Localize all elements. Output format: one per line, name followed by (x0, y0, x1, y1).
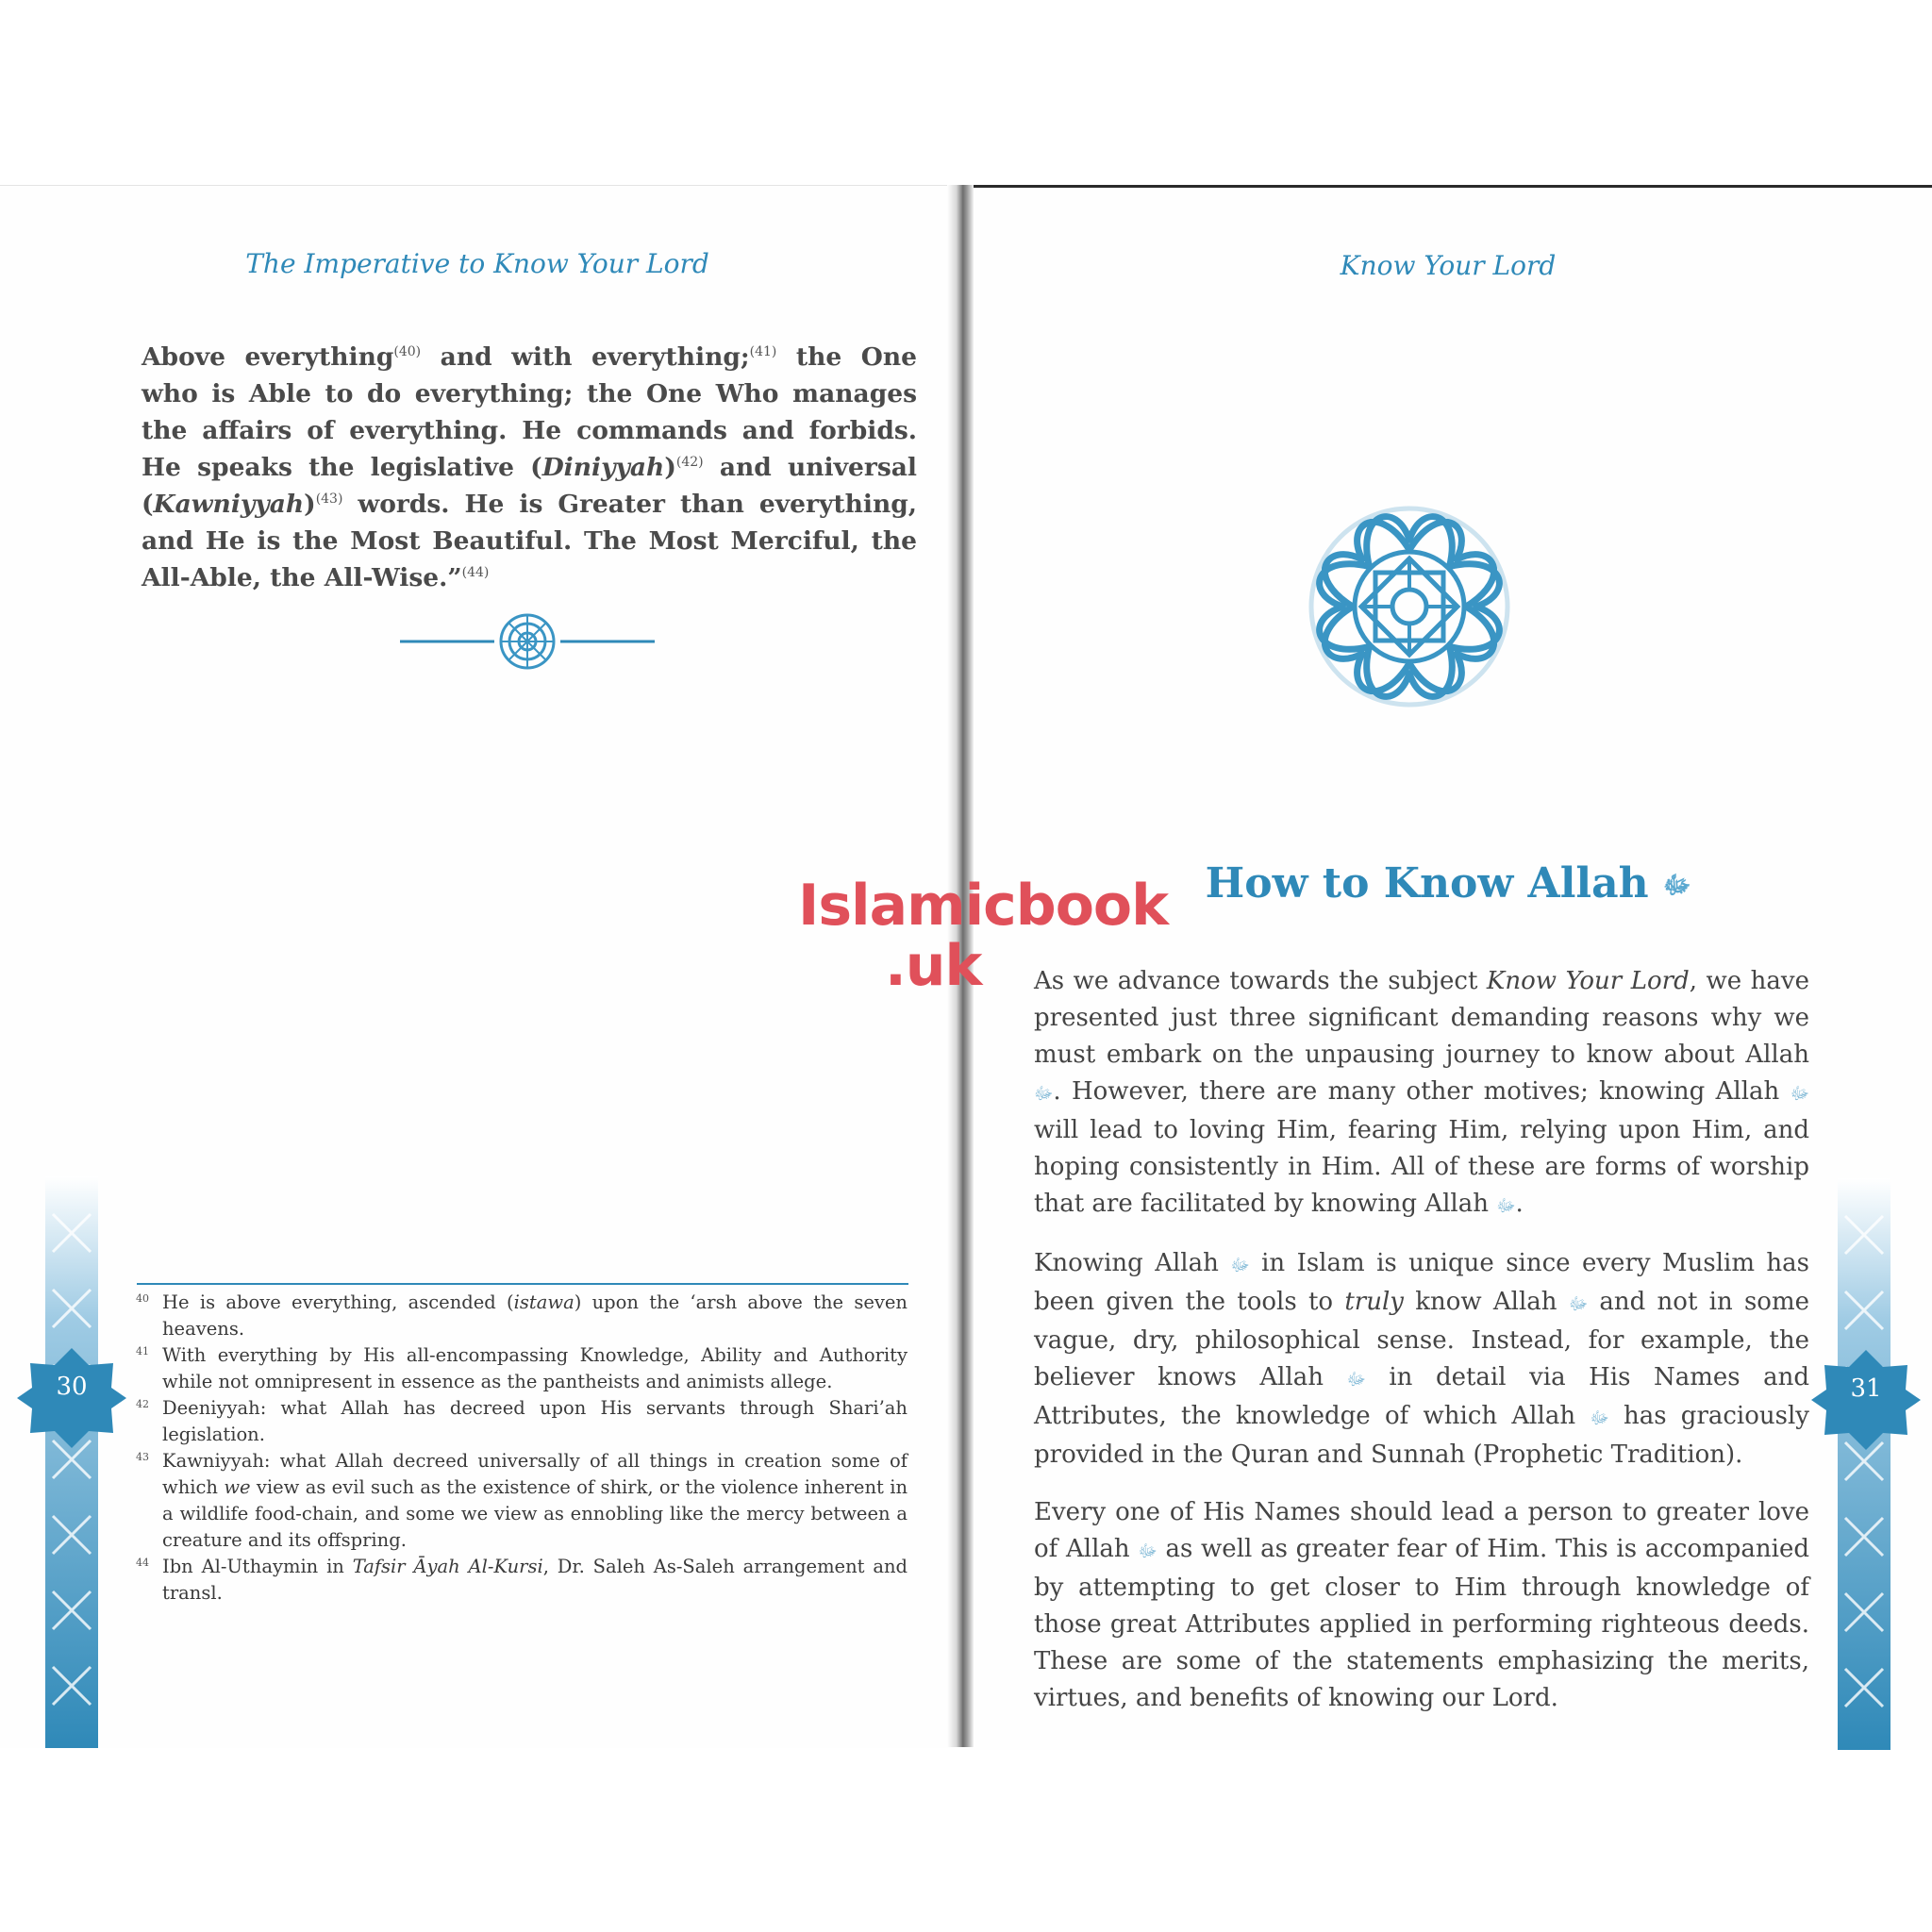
text: will lead to loving Him, fearing Him, relying upon Him, and hoping consistently in Him. All of these are forms of worship that are facilitated by knowing Allah (1034, 1116, 1809, 1218)
honorific: ﷻ (1230, 1256, 1250, 1275)
text: in detail via His Names and Attributes, the knowledge of which Allah (1034, 1363, 1809, 1430)
text: and not in some vague, dry, philosophical sense. Instead, for example, the believer knows Allah (1034, 1288, 1810, 1391)
honorific: ﷻ (1568, 1294, 1589, 1314)
honorific: ﷻ (1034, 1084, 1054, 1104)
paragraph (1034, 1494, 1809, 1717)
running-head: Know Your Lord (1340, 250, 1557, 281)
footnote-text: Ibn Al-Uthaymin in (162, 1556, 353, 1577)
quote-text: and universal ( (142, 453, 917, 519)
footnote-text: , Dr. Saleh As-Saleh arrangement and transl. (162, 1556, 908, 1604)
emphasis: truly (1344, 1288, 1404, 1316)
footnote-ref: (40) (393, 344, 422, 359)
footnote-text: With everything by His all-encompassing Knowledge, Ability and Authority while not omnipresent in essence as the pantheists and animists allege. (162, 1344, 908, 1392)
footnote-ref: (44) (461, 565, 490, 580)
page-number: 31 (1850, 1374, 1882, 1403)
quote-text: ) (304, 490, 316, 519)
paragraph (1034, 1245, 1809, 1474)
watermark (798, 873, 1169, 999)
footnote-number: 43 (136, 1451, 149, 1463)
text: As we advance towards the subject (1034, 967, 1487, 995)
watermark-line: .uk (885, 933, 982, 999)
honorific: ﷻ (1662, 872, 1691, 900)
body-text (1034, 963, 1809, 1738)
footnote-text: ) upon the ‘arsh above the seven heavens. (162, 1291, 908, 1340)
decorative-band-icon (45, 1176, 98, 1748)
footnote (132, 1554, 908, 1607)
footnote-number: 42 (136, 1398, 149, 1410)
text: has graciously provided in the Quran and Sunnah (Prophetic Tradition). (1034, 1402, 1809, 1469)
quote-text: and with everything; (421, 342, 750, 372)
text: know Allah (1403, 1288, 1569, 1316)
footnote-number: 44 (136, 1557, 149, 1569)
ornament-divider-icon (400, 610, 655, 673)
book-title: Know Your Lord (1486, 967, 1690, 995)
honorific: ﷻ (1790, 1084, 1809, 1104)
text: Every one of His Names should lead a person to greater love of Allah (1034, 1498, 1809, 1563)
footnote-ref: (42) (675, 455, 704, 470)
footnote-text: view as evil such as the existence of shirk, or the violence inherent in a wildlife food-chain, and some we view as ennobling like the mercy between a creature and its offspring. (162, 1476, 908, 1551)
honorific: ﷻ (1346, 1370, 1366, 1390)
text: as well as greater fear of Him. This is accompanied by attempting to get closer to Him through knowledge of those great Attributes applied in performing righteous deeds. These are some of the statements emphasizing the merits, virtues, and benefits of knowing our Lord. (1034, 1535, 1809, 1712)
running-head: The Imperative to Know Your Lord (245, 248, 709, 279)
text: . However, there are many other motives; knowing Allah (1053, 1077, 1790, 1106)
footnote (132, 1448, 908, 1554)
text: . (1515, 1190, 1524, 1218)
footnote-ref: (43) (315, 491, 343, 507)
page-number: 30 (56, 1373, 88, 1401)
quote-text: words. He is Greater than everything, and He is the Most Beautiful. The Most Merciful, the All-Able, the All-Wise.” (142, 490, 917, 592)
quote-text: Above everything (142, 342, 394, 372)
text: in Islam is unique since every Muslim has been given the tools to (1034, 1249, 1810, 1316)
text: , we have presented just three significant demanding reasons why we must embark on the unpausing journey to know about Allah (1034, 967, 1809, 1069)
footnote-text: Kawniyyah: what Allah decreed universally of all things in creation some of which (162, 1450, 908, 1498)
footnote-number: 41 (136, 1345, 149, 1357)
footnote (132, 1342, 908, 1395)
footnote-rule (137, 1283, 908, 1285)
footnote (132, 1395, 908, 1448)
paragraph (1034, 963, 1809, 1224)
footnotes (132, 1290, 908, 1607)
quote-paragraph (142, 339, 917, 596)
watermark-line: Islamicbook (798, 873, 1169, 939)
footnote (132, 1290, 908, 1342)
footnote-ref: (41) (749, 344, 777, 359)
chapter-title-text: How to Know Allah (1205, 859, 1649, 908)
quote-term: Kawniyyah (153, 490, 305, 519)
decorative-band-icon (1838, 1178, 1890, 1750)
quote-term: Diniyyah (541, 453, 665, 482)
honorific: ﷻ (1138, 1541, 1158, 1561)
rosette-ornament-icon (1302, 499, 1517, 714)
quote-text: ) (664, 453, 676, 482)
footnote-term: we (224, 1476, 251, 1498)
footnote-text: He is above everything, ascended ( (162, 1291, 514, 1313)
footnote-text: Deeniyyah: what Allah has decreed upon His servants through Shari’ah legislation. (162, 1397, 908, 1445)
footnote-term: Tafsir Āyah Al-Kursi (352, 1556, 543, 1577)
quote-text: the One who is Able to do everything; the One Who manages the affairs of everything. He commands and forbids. He speaks the legislative ( (142, 342, 917, 482)
footnote-term: istawa (513, 1291, 575, 1313)
footnote-number: 40 (136, 1292, 149, 1305)
honorific: ﷻ (1590, 1408, 1609, 1428)
honorific: ﷻ (1496, 1196, 1516, 1216)
text: Knowing Allah (1034, 1249, 1231, 1277)
